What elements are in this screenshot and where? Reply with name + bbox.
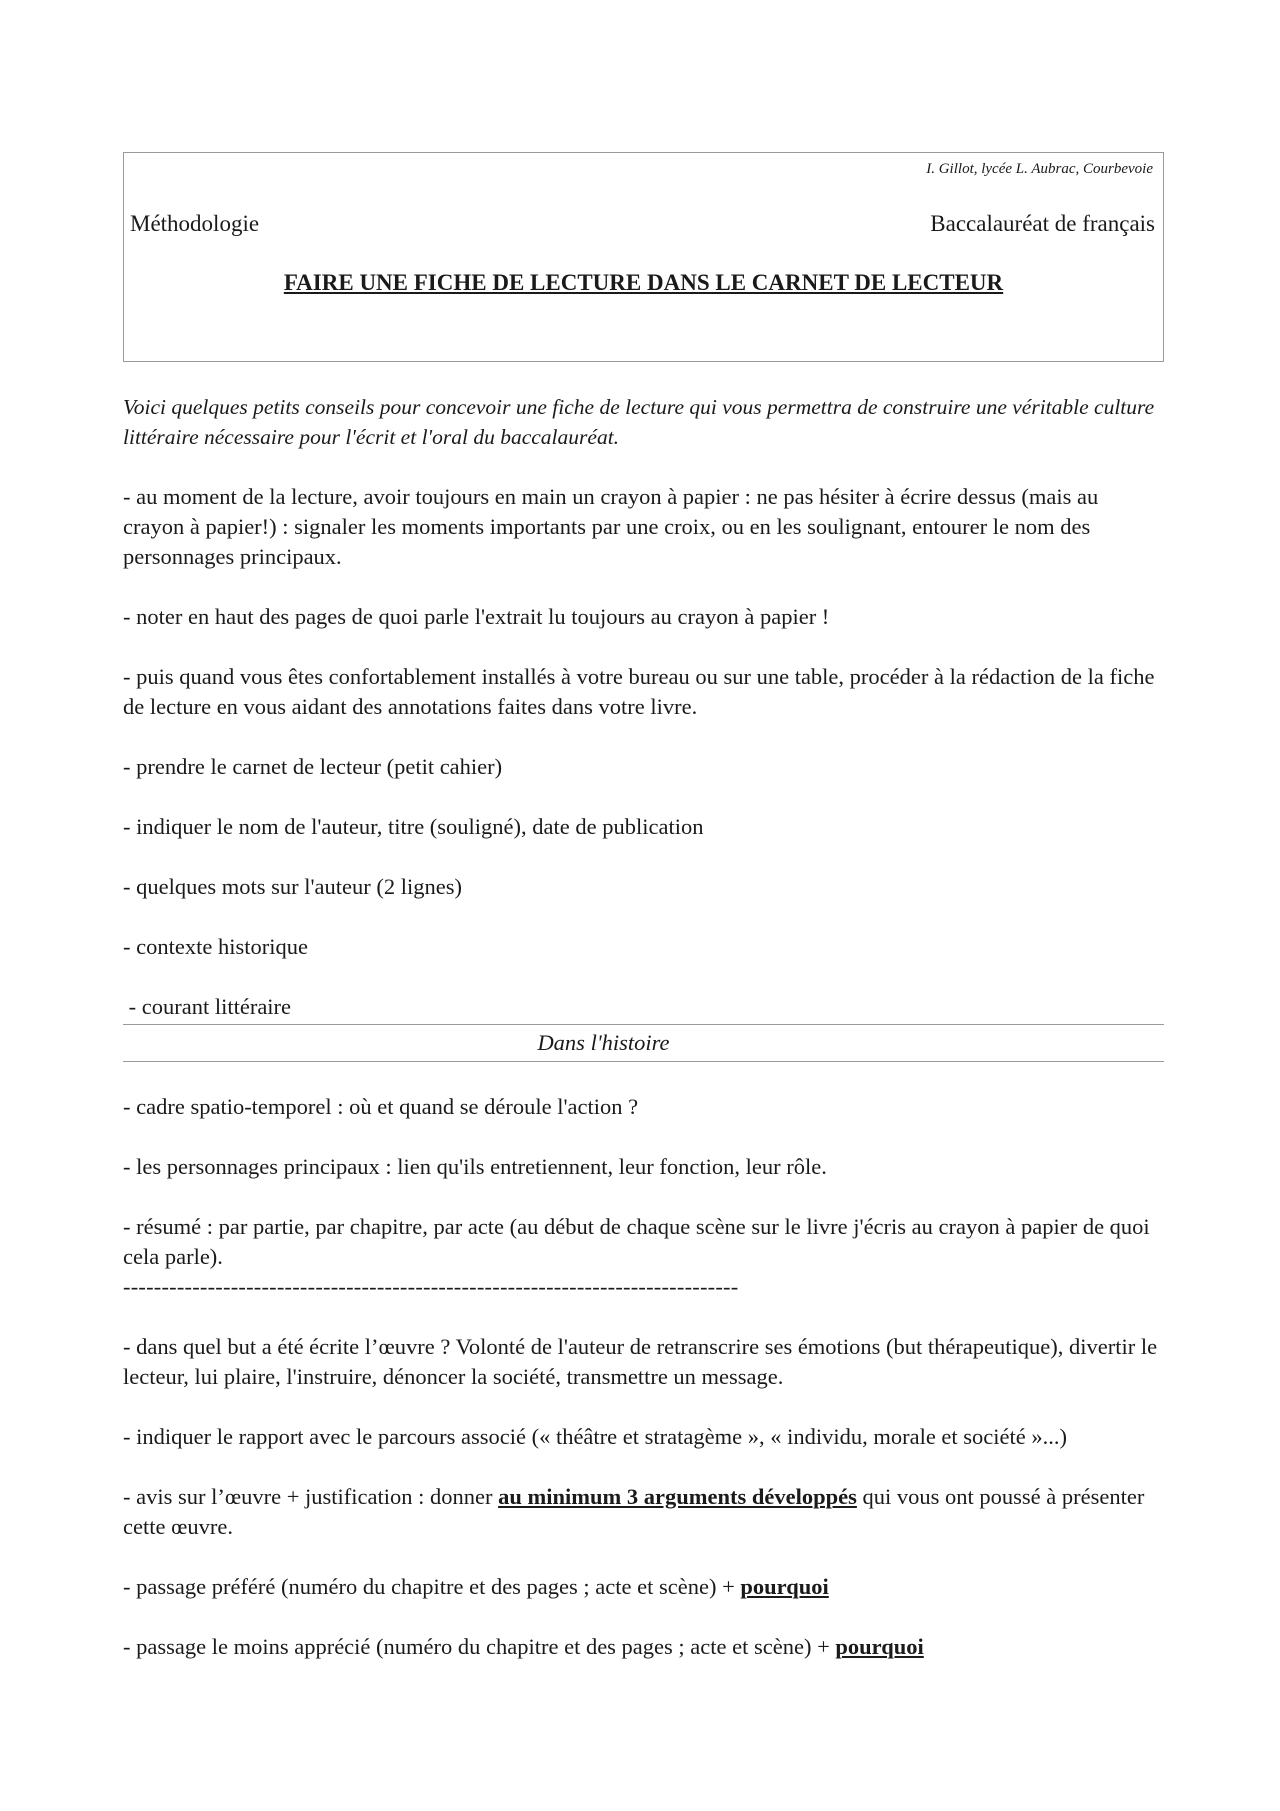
favorite-emphasis: pourquoi — [740, 1574, 829, 1599]
list-item: - les personnages principaux : lien qu'ils entretiennent, leur fonction, leur rôle. — [123, 1154, 827, 1179]
category-label: Méthodologie — [130, 211, 260, 236]
list-item: - au moment de la lecture, avoir toujours en main un crayon à papier : ne pas hésiter à écrire dessus (mais au crayon à papier!) : signaler les moments importants par une croix, ou en les soulignant, entourer le nom des personnages principaux. — [123, 484, 1099, 569]
section-heading: Dans l'histoire — [123, 1024, 1164, 1062]
least-emphasis: pourquoi — [835, 1634, 924, 1659]
subject-label: Baccalauréat de français — [930, 211, 1155, 236]
list-item: - prendre le carnet de lecteur (petit cahier) — [123, 754, 503, 779]
author-credit: I. Gillot, lycée L. Aubrac, Courbevoie — [926, 161, 1153, 177]
list-item: - indiquer le rapport avec le parcours associé (« théâtre et stratagème », « individu, morale et société »...) — [123, 1424, 1068, 1449]
header-box — [123, 152, 1164, 362]
opinion-suffix: qui vous ont poussé à présenter cette œuvre. — [123, 1484, 1145, 1539]
opinion-prefix: - avis sur l’œuvre + justification : donner — [123, 1484, 499, 1509]
document-title: FAIRE UNE FICHE DE LECTURE DANS LE CARNET DE LECTEUR — [283, 270, 1004, 295]
list-item: - indiquer le nom de l'auteur, titre (souligné), date de publication — [123, 814, 704, 839]
opinion-emphasis: au minimum 3 arguments développés — [498, 1484, 857, 1509]
list-item: - quelques mots sur l'auteur (2 lignes) — [123, 874, 462, 899]
least-prefix: - passage le moins apprécié (numéro du chapitre et des pages ; acte et scène) + — [123, 1634, 836, 1659]
list-item: - contexte historique — [123, 934, 308, 959]
favorite-item — [123, 1572, 1164, 1602]
favorite-prefix: - passage préféré (numéro du chapitre et des pages ; acte et scène) + — [123, 1574, 741, 1599]
opinion-item — [123, 1482, 1164, 1542]
list-item: - courant littéraire — [123, 994, 292, 1019]
document-body — [123, 392, 1164, 1692]
list-item: - noter en haut des pages de quoi parle l'extrait lu toujours au crayon à papier ! — [123, 604, 830, 629]
least-item — [123, 1632, 1164, 1662]
list-item: - dans quel but a été écrite l’œuvre ? Volonté de l'auteur de retranscrire ses émotions (but thérapeutique), divertir le lecteur, lui plaire, l'instruire, dénoncer la société, transmettre un message. — [123, 1334, 1158, 1389]
list-item: - résumé : par partie, par chapitre, par acte (au début de chaque scène sur le livre j'écris au crayon à papier de quoi cela parle). — [123, 1214, 1150, 1269]
intro-paragraph: Voici quelques petits conseils pour concevoir une fiche de lecture qui vous permettra de construire une véritable culture littéraire nécessaire pour l'écrit et l'oral du baccalauréat. — [123, 395, 1155, 449]
list-item: - puis quand vous êtes confortablement installés à votre bureau ou sur une table, procéder à la rédaction de la fiche de lecture en vous aidant des annotations faites dans votre livre. — [123, 664, 1155, 719]
dashed-separator: -------------------------------------------------------------------------------- — [123, 1274, 739, 1299]
list-item: - cadre spatio-temporel : où et quand se déroule l'action ? — [123, 1094, 639, 1119]
